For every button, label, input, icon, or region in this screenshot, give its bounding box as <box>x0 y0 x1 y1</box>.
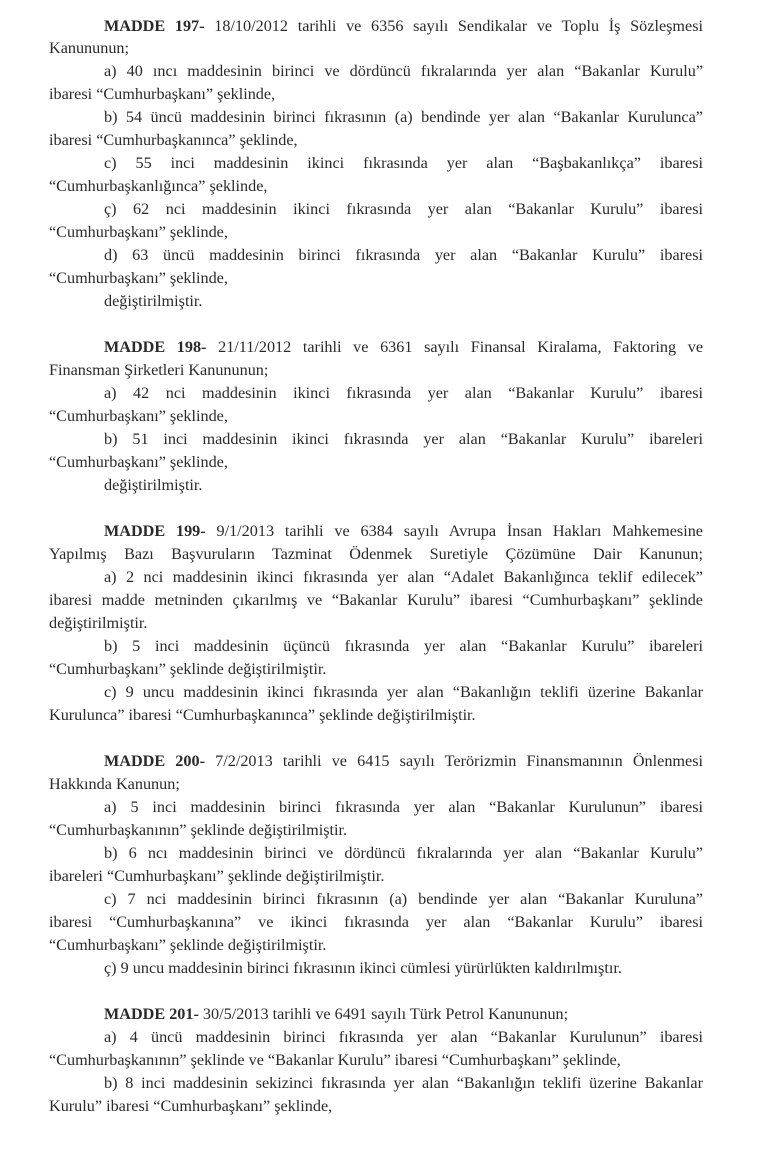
clause-line: ibaresi madde metninden çıkarılmış ve “Bakanlar Kurulu” ibaresi “Cumhurbaşkanı” şeklinde <box>49 591 703 609</box>
clause-line: ibaresi “Cumhurbaşkanına” ve ikinci fıkrasında yer alan “Bakanlar Kurulu” ibaresi <box>49 913 703 931</box>
article-198-first-line <box>104 336 703 358</box>
clause-line: değiştirilmiştir. <box>49 614 148 632</box>
clause-line: c) 9 uncu maddesinin ikinci fıkrasında yer alan “Bakanlığın teklifi üzerine Bakanlar <box>104 683 703 701</box>
clause-line: “Cumhurbaşkanı” şeklinde, <box>49 407 228 425</box>
clause-line: b) 6 ncı maddesinin birinci ve dördüncü fıkralarında yer alan “Bakanlar Kurulu” <box>104 844 703 862</box>
clause-line: b) 5 inci maddesinin üçüncü fıkrasında yer alan “Bakanlar Kurulu” ibareleri <box>104 637 703 655</box>
article-intro: 7/2/2013 tarihli ve 6415 sayılı Terörizmin Finansmanının Önlenmesi <box>215 752 703 770</box>
clause-line: Kurulu” ibaresi “Cumhurbaşkanı” şeklinde, <box>49 1097 333 1115</box>
article-intro: 30/5/2013 tarihli ve 6491 sayılı Türk Petrol Kanununun; <box>202 1005 569 1023</box>
clause-line: a) 40 ıncı maddesinin birinci ve dördüncü fıkralarında yer alan “Bakanlar Kurulu” <box>104 62 703 80</box>
clause-line: ibareleri “Cumhurbaşkanı” şeklinde değiştirilmiştir. <box>49 867 385 885</box>
clause-line: d) 63 üncü maddesinin birinci fıkrasında yer alan “Bakanlar Kurulu” ibaresi <box>104 246 703 264</box>
article-intro: 9/1/2013 tarihli ve 6384 sayılı Avrupa İnsan Hakları Mahkemesine <box>216 522 703 540</box>
clause-line: “Cumhurbaşkanının” şeklinde değiştirilmiştir. <box>49 821 348 839</box>
clause-line: a) 42 nci maddesinin ikinci fıkrasında yer alan “Bakanlar Kurulu” ibaresi <box>104 384 703 402</box>
clause-line: b) 54 üncü maddesinin birinci fıkrasının (a) bendinde yer alan “Bakanlar Kurulunca” <box>104 108 703 126</box>
clause-line: ibaresi “Cumhurbaşkanı” şeklinde, <box>49 85 276 103</box>
clause-line: c) 55 inci maddesinin ikinci fıkrasında yer alan “Başbakanlıkça” ibaresi <box>104 154 703 172</box>
article-intro: 18/10/2012 tarihli ve 6356 sayılı Sendikalar ve Toplu İş Sözleşmesi <box>214 17 704 35</box>
article-intro-continued: Hakkında Kanunun; <box>49 775 180 793</box>
clause-line: ibaresi “Cumhurbaşkanınca” şeklinde, <box>49 131 298 149</box>
clause-line: a) 5 inci maddesinin birinci fıkrasında yer alan “Bakanlar Kurulunun” ibaresi <box>104 798 703 816</box>
clause-line: a) 2 nci maddesinin ikinci fıkrasında yer alan “Adalet Bakanlığınca teklif edilecek” <box>104 568 703 586</box>
article-intro-continued: Kanununun; <box>49 39 130 57</box>
clause-line: b) 8 inci maddesinin sekizinci fıkrasında yer alan “Bakanlığın teklifi üzerine Bakanlar <box>104 1074 703 1092</box>
article-heading: MADDE 197- <box>104 17 205 35</box>
article-intro: 21/11/2012 tarihli ve 6361 sayılı Finansal Kiralama, Faktoring ve <box>218 338 704 356</box>
clause-line: “Cumhurbaşkanının” şeklinde ve “Bakanlar Kurulu” ibaresi “Cumhurbaşkanı” şeklinde, <box>49 1051 621 1069</box>
clause-line: “Cumhurbaşkanı” şeklinde, <box>49 223 228 241</box>
clause-line: Kurulunca” ibaresi “Cumhurbaşkanınca” şeklinde değiştirilmiştir. <box>49 706 476 724</box>
article-197-first-line <box>104 15 703 37</box>
article-closing: değiştirilmiştir. <box>104 292 203 310</box>
clause-line: “Cumhurbaşkanı” şeklinde, <box>49 453 228 471</box>
clause-line: ç) 9 uncu maddesinin birinci fıkrasının ikinci cümlesi yürürlükten kaldırılmıştır. <box>104 959 622 977</box>
article-heading: MADDE 200- <box>104 752 205 770</box>
article-200-first-line <box>104 750 703 772</box>
clause-line: “Cumhurbaşkanı” şeklinde değiştirilmiştir. <box>49 660 327 678</box>
clause-line: “Cumhurbaşkanı” şeklinde, <box>49 269 228 287</box>
article-heading: MADDE 198- <box>104 338 207 356</box>
article-heading: MADDE 199- <box>104 522 206 540</box>
article-closing: değiştirilmiştir. <box>104 476 203 494</box>
article-199-first-line <box>104 520 703 542</box>
clause-line: b) 51 inci maddesinin ikinci fıkrasında yer alan “Bakanlar Kurulu” ibareleri <box>104 430 703 448</box>
clause-line: a) 4 üncü maddesinin birinci fıkrasında yer alan “Bakanlar Kurulunun” ibaresi <box>104 1028 703 1046</box>
article-201-first-line <box>104 1003 703 1025</box>
clause-line: ç) 62 nci maddesinin ikinci fıkrasında yer alan “Bakanlar Kurulu” ibaresi <box>104 200 703 218</box>
article-intro-continued: Yapılmış Bazı Başvuruların Tazminat Ödenmek Suretiyle Çözümüne Dair Kanunun; <box>49 545 703 563</box>
clause-line: “Cumhurbaşkanı” şeklinde değiştirilmiştir. <box>49 936 327 954</box>
article-heading: MADDE 201- <box>104 1005 199 1023</box>
clause-line: “Cumhurbaşkanlığınca” şeklinde, <box>49 177 268 195</box>
clause-line: c) 7 nci maddesinin birinci fıkrasının (a) bendinde yer alan “Bakanlar Kuruluna” <box>104 890 703 908</box>
article-intro-continued: Finansman Şirketleri Kanununun; <box>49 361 269 379</box>
